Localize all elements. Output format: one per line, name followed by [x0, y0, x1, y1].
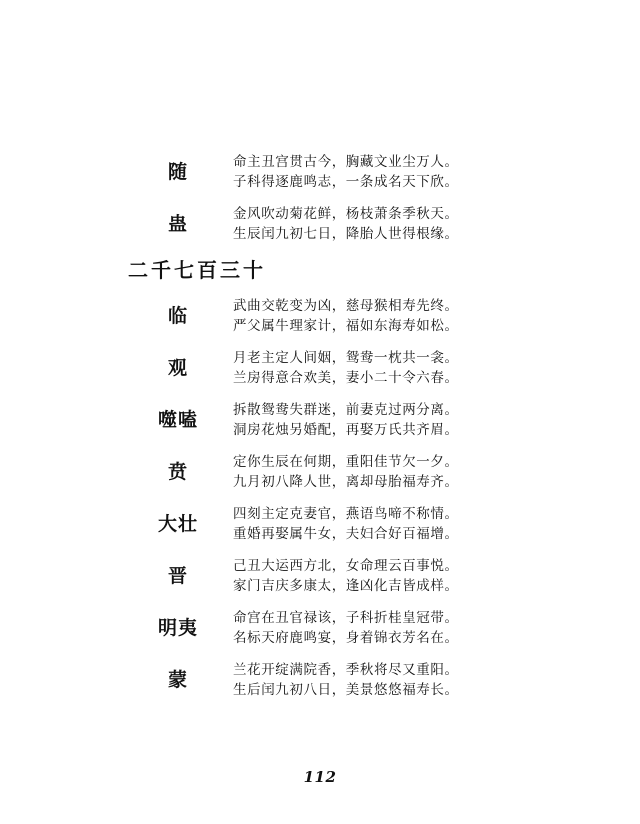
hexagram-name: 大壮 [157, 513, 198, 535]
verse-line-2: 子科得逐鹿鸣志，一条成名天下欣。 [233, 174, 459, 190]
verse-block [233, 608, 633, 648]
verse-line-1: 拆散鸳鸯失群迷，前妻克过两分离。 [233, 402, 459, 418]
verse-line-1: 武曲交乾变为凶，慈母猴相寿先终。 [233, 298, 459, 314]
verse-line-2: 生后闰九初八日，美景悠悠福寿长。 [233, 682, 459, 698]
verse-line-2: 严父属牛理家计，福如东海寿如松。 [233, 318, 459, 334]
verse-block [233, 296, 633, 336]
hexagram-entry-lin [0, 294, 640, 338]
hexagram-entry-sui [0, 150, 640, 194]
hexagram-entry-mingyi [0, 606, 640, 650]
verse-line-1: 兰花开绽满院香，季秋将尽又重阳。 [233, 662, 459, 678]
hexagram-name: 晋 [167, 565, 188, 587]
hexagram-entry-meng [0, 658, 640, 702]
verse-line-2: 重婚再娶属牛女，夫妇合好百福增。 [233, 526, 459, 542]
verse-line-2: 兰房得意合欢美，妻小二十令六春。 [233, 370, 459, 386]
verse-line-2: 洞房花烛另婚配，再娶万氏共齐眉。 [233, 422, 459, 438]
hexagram-entry-shike [0, 398, 640, 442]
verse-line-2: 家门吉庆多康太，逢凶化吉皆成样。 [233, 578, 459, 594]
verse-block [233, 152, 633, 192]
verse-line-1: 命宫在丑官禄该，子科折桂皇冠带。 [233, 610, 459, 626]
verse-block [233, 504, 633, 544]
verse-line-1: 月老主定人间姻，鸳鸯一枕共一衾。 [233, 350, 459, 366]
hexagram-entry-dazhuang [0, 502, 640, 546]
hexagram-name: 观 [167, 357, 188, 379]
hexagram-name: 明夷 [157, 617, 198, 639]
hexagram-entry-gu [0, 202, 640, 246]
hexagram-entry-bi [0, 450, 640, 494]
hexagram-name: 蛊 [167, 213, 188, 235]
verse-line-2: 生辰闰九初七日，降胎人世得根缘。 [233, 226, 459, 242]
section-heading: 二千七百三十 [128, 258, 266, 282]
verse-line-1: 命主丑宫贯古今，胸藏文业尘万人。 [233, 154, 459, 170]
hexagram-entry-jin [0, 554, 640, 598]
verse-block [233, 660, 633, 700]
verse-block [233, 204, 633, 244]
verse-block [233, 556, 633, 596]
hexagram-name: 噬嗑 [157, 409, 198, 431]
verse-line-1: 定你生辰在何期，重阳佳节欠一夕。 [233, 454, 459, 470]
hexagram-name: 随 [167, 161, 188, 183]
hexagram-entry-guan [0, 346, 640, 390]
verse-line-1: 四刻主定克妻官，燕语鸟啼不称情。 [233, 506, 459, 522]
page-number: 112 [303, 768, 337, 786]
verse-block [233, 452, 633, 492]
hexagram-name: 贲 [167, 461, 188, 483]
verse-line-2: 九月初八降人世，离却母胎福寿齐。 [233, 474, 459, 490]
verse-line-2: 名标天府鹿鸣宴，身着锦衣芳名在。 [233, 630, 459, 646]
verse-block [233, 348, 633, 388]
verse-line-1: 金风吹动菊花鲜，杨枝萧条季秋天。 [233, 206, 459, 222]
hexagram-name: 蒙 [167, 669, 188, 691]
verse-line-1: 己丑大运西方北，女命理云百事悦。 [233, 558, 459, 574]
hexagram-name: 临 [167, 305, 188, 327]
verse-block [233, 400, 633, 440]
